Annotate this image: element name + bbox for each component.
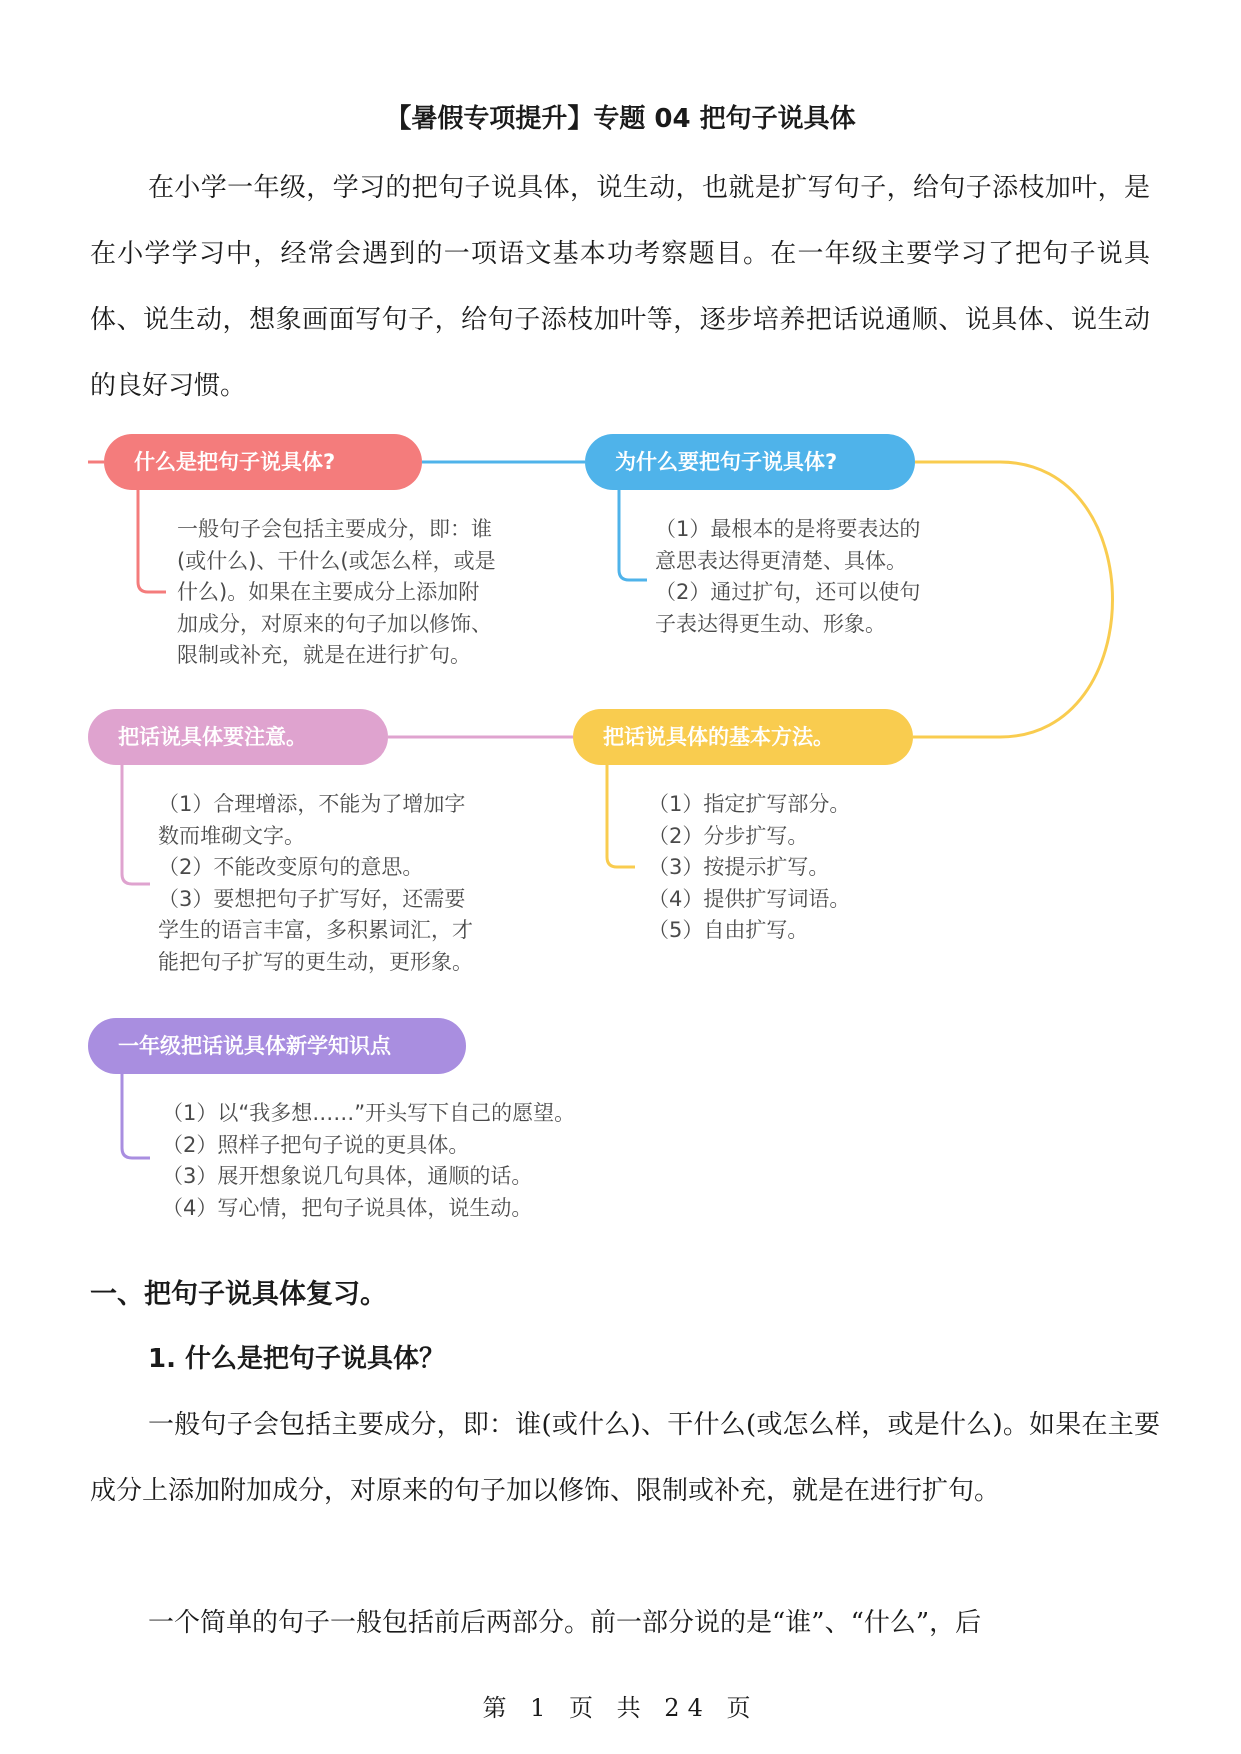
mindmap-node-notice: 把话说具体要注意。: [88, 709, 388, 765]
document-title: 【暑假专项提升】专题 04 把句子说具体: [385, 104, 856, 134]
note-line: （4）写心情，把句子说具体，说生动。: [162, 1195, 533, 1220]
note-line: （2）照样子把句子说的更具体。: [162, 1132, 470, 1157]
note-line: （5）自由扩写。: [648, 918, 809, 942]
intro-paragraph: 在小学一年级，学习的把句子说具体，说生动，也就是扩写句子，给句子添枝加叶，是在小学学习中，经常会遇到的一项语文基本功考察题目。在一年级主要学习了把句子说具体、说生动，想象画面写句子，给句子添枝加叶等，逐步培养把话说通顺、说具体、说生动的良好习惯。: [90, 173, 1150, 401]
mindmap-node-what: 什么是把句子说具体?: [104, 434, 422, 490]
note-line: （1）最根本的是将要表达的: [655, 517, 921, 541]
mindmap-note-what: [177, 514, 496, 672]
note-line: 一般句子会包括主要成分，即：谁: [177, 517, 492, 541]
note-line: （3）按提示扩写。: [648, 855, 830, 879]
mindmap-note-notice: [158, 789, 473, 978]
subsection-heading: 1. 什么是把句子说具体？: [148, 1344, 446, 1374]
section-heading: 一、把句子说具体复习。: [90, 1279, 387, 1310]
mindmap-note-grade1: [162, 1098, 575, 1224]
body-paragraph: 一个简单的句子一般包括前后两部分。前一部分说的是“谁”、“什么”，后: [148, 1608, 982, 1638]
note-line: 子表达得更生动、形象。: [655, 611, 886, 636]
note-line: （3）要想把句子扩写好，还需要: [158, 886, 466, 911]
mindmap-node-method: 把话说具体的基本方法。: [573, 709, 913, 765]
note-line: 什么)。如果在主要成分上添加附: [177, 580, 480, 604]
note-line: (或什么)、干什么(或怎么样，或是: [177, 548, 496, 573]
note-line: （2）通过扩句，还可以使句: [655, 580, 921, 604]
note-line: （1）指定扩写部分。: [648, 792, 851, 816]
note-line: 数而堆砌文字。: [158, 823, 305, 848]
note-line: （1）以“我多想……”开头写下自己的愿望。: [162, 1101, 576, 1125]
body-paragraph: 一般句子会包括主要成分，即：谁(或什么)、干什么(或怎么样，或是什么)。如果在主要成分上添加附加成分，对原来的句子加以修饰、限制或补充，就是在进行扩句。: [90, 1410, 1160, 1506]
mindmap-note-why: [655, 514, 920, 640]
note-line: （1）合理增添，不能为了增加字: [158, 792, 466, 816]
note-line: 限制或补充，就是在进行扩句。: [177, 643, 471, 667]
note-line: 学生的语言丰富，多积累词汇，才: [158, 918, 473, 942]
note-line: 意思表达得更清楚、具体。: [655, 548, 907, 573]
mindmap-note-method: [648, 789, 850, 947]
mindmap-node-grade1: 一年级把话说具体新学知识点: [88, 1018, 466, 1074]
note-line: 能把句子扩写的更生动，更形象。: [158, 949, 473, 974]
note-line: （4）提供扩写词语。: [648, 886, 851, 911]
note-line: 加成分，对原来的句子加以修饰、: [177, 611, 492, 636]
page-footer: 第 1 页 共 24 页: [482, 1694, 759, 1722]
note-line: （2）不能改变原句的意思。: [158, 855, 424, 879]
mindmap-node-why: 为什么要把句子说具体?: [585, 434, 915, 490]
note-line: （2）分步扩写。: [648, 823, 809, 848]
note-line: （3）展开想象说几句具体，通顺的话。: [162, 1164, 533, 1188]
